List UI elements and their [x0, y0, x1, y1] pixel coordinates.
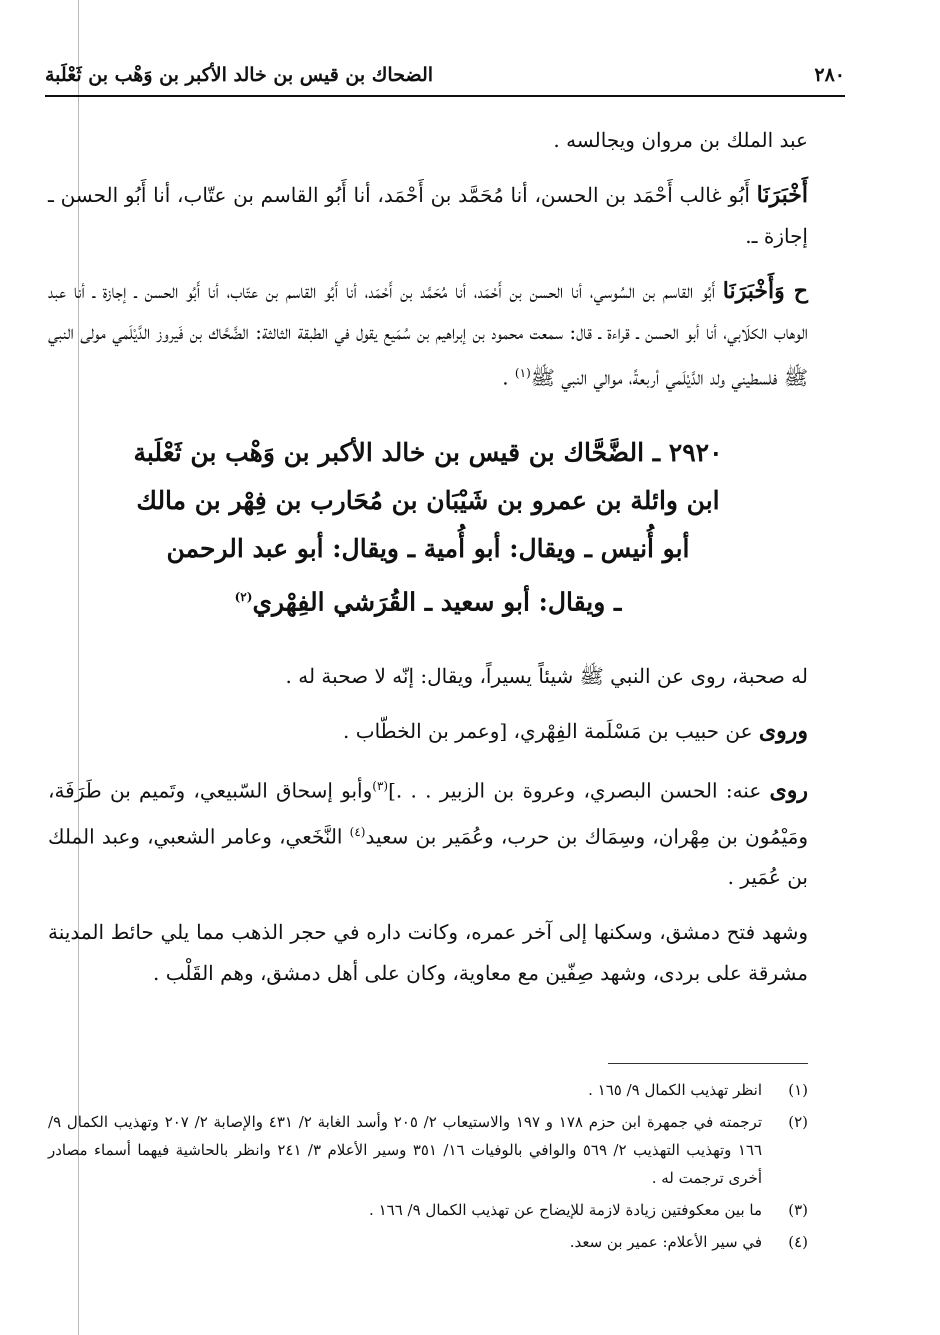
footnote-text: ما بين معكوفتين زيادة لازمة للإيضاح عن تهذيب الكمال ٩/ ١٦٦ . — [369, 1201, 762, 1219]
footnote-number: (٤) — [788, 1233, 808, 1251]
footnote-ref-4: (٤) — [349, 824, 366, 839]
paragraph-7: وشهد فتح دمشق، وسكنها إلى آخر عمره، وكانت داره في حجر الذهب مما يلي حائط المدينة مشرقة على بردى، وشهد صِفّين مع معاوية، وكان على أهل دمشق، وهم القَلْب . — [48, 920, 808, 986]
footnote-ref-1: (١) — [514, 366, 531, 380]
main-text — [48, 120, 808, 1008]
paragraph-6-text-a: عنه: الحسن البصري، وعروة بن الزبير . . .] — [388, 778, 770, 803]
footnote-rule — [608, 1063, 808, 1064]
entry-heading-line-2: ابن وائلة بن عمرو بن شَيْبَان بن مُحَارب بن فِهْر بن مالك — [136, 485, 720, 515]
footnotes — [48, 1076, 808, 1260]
footnote-number: (١) — [788, 1081, 808, 1099]
narration-lead-word: وروى — [758, 717, 808, 744]
paragraph-6-text-b: وأبو إسحاق السّبيعي، وتَميم بن طَرَفَة، ومَيْمُون بن مِهْران، وسِمَاك بن حرب، وعُمَير بن سعيد — [48, 778, 808, 849]
paragraph-5-text: عن حبيب بن مَسْلَمة الفِهْري، [وعمر بن الخطّاب . — [343, 718, 759, 743]
running-head — [45, 58, 845, 92]
narration-lead-word: روى — [769, 777, 808, 804]
paragraph-3-text: أَبُو القاسم بن السُوسي، أنا الحسن بن أَحْمَد، أنا مُحَمَّد بن أَحْمَد، أنا أَبُو القاسم بن عتّاب، أنا أَبُو الحسن ـ إجازة ـ أنا عبد الوهاب الكلَابي، أنا أبو الحسن ـ قراءة ـ قال: سمعت محمود بن إبراهيم بن سُمَيع يقول في الطبقة الثالثة: الضَّحَّاك بن فَيروز الدَّيْلَمي مولى النبي ﷺ فلسطيني ولد الدَّيْلَمي أربعةً، موالي النبي ﷺ — [48, 279, 808, 390]
page-number: ٢٨٠ — [814, 64, 845, 86]
paragraph-1: عبد الملك بن مروان ويجالسه . — [553, 128, 808, 152]
paragraph-3 — [48, 271, 808, 399]
paragraph-4: له صحبة، روى عن النبي ﷺ شيئاً يسيراً، ويقال: إنّه لا صحبة له . — [285, 663, 808, 688]
paragraph-3-end: . — [502, 365, 515, 390]
footnote-4 — [48, 1228, 808, 1256]
isnad-lead-word: أَخْبَرَنَا — [756, 182, 808, 208]
paragraph-2-text: أَبُو غالب أَحْمَد بن الحسن، أنا مُحَمَّد بن أَحْمَد، أنا أَبُو القاسم بن عتّاب، أنا أَبُو الحسن ـ إجازة ـ. — [48, 183, 808, 248]
footnote-1 — [48, 1076, 808, 1104]
paragraph-6 — [48, 766, 808, 898]
paragraph-2 — [48, 175, 808, 257]
footnote-text: انظر تهذيب الكمال ٩/ ١٦٥ . — [588, 1081, 762, 1099]
entry-heading-line-1: ٢٩٢٠ ـ الضَّحَّاك بن قيس بن خالد الأكبر بن وَهْب بن ثَعْلَبة — [133, 437, 723, 467]
entry-heading — [48, 429, 808, 626]
entry-heading-line-4-text: ـ ويقال: أبو سعيد ـ القُرَشي الفِهْري — [252, 586, 622, 616]
footnote-number: (٢) — [788, 1113, 808, 1131]
footnote-3 — [48, 1196, 808, 1224]
paragraph-6-text-c: النَّخَعي، وعامر الشعبي، وعبد الملك بن عُمَير . — [48, 824, 808, 890]
footnote-2 — [48, 1108, 808, 1192]
entry-heading-line-4 — [48, 573, 808, 626]
running-title: الضحاك بن قيس بن خالد الأكبر بن وَهْب بن ثَعْلَبة — [45, 64, 434, 86]
footnote-text: في سير الأعلام: عمير بن سعد. — [569, 1233, 762, 1251]
isnad-lead-word: ح وَأَخْبَرَنَا — [722, 278, 808, 304]
entry-heading-line-3: أبو أُنيس ـ ويقال: أبو أُمية ـ ويقال: أبو عبد الرحمن — [166, 533, 690, 563]
header-rule — [45, 95, 845, 97]
footnote-ref-3: (٣) — [372, 778, 389, 793]
footnote-ref-2: (٢) — [234, 589, 253, 604]
footnote-text: ترجمته في جمهرة ابن حزم ١٧٨ و ١٩٧ والاستيعاب ٢/ ٢٠٥ وأسد الغابة ٢/ ٤٣١ والإصابة ٢/ ٢٠٧ وتهذيب الكمال ٩/ ١٦٦ وتهذيب التهذيب ٢/ ٥٦٩ والوافي بالوفيات ١٦/ ٣٥١ وسير الأعلام ٣/ ٢٤١ وانظر بالحاشية فيهما أسماء مصادر أخرى ترجمت له . — [48, 1113, 763, 1187]
paragraph-5 — [48, 711, 808, 752]
footnote-number: (٣) — [788, 1201, 808, 1219]
